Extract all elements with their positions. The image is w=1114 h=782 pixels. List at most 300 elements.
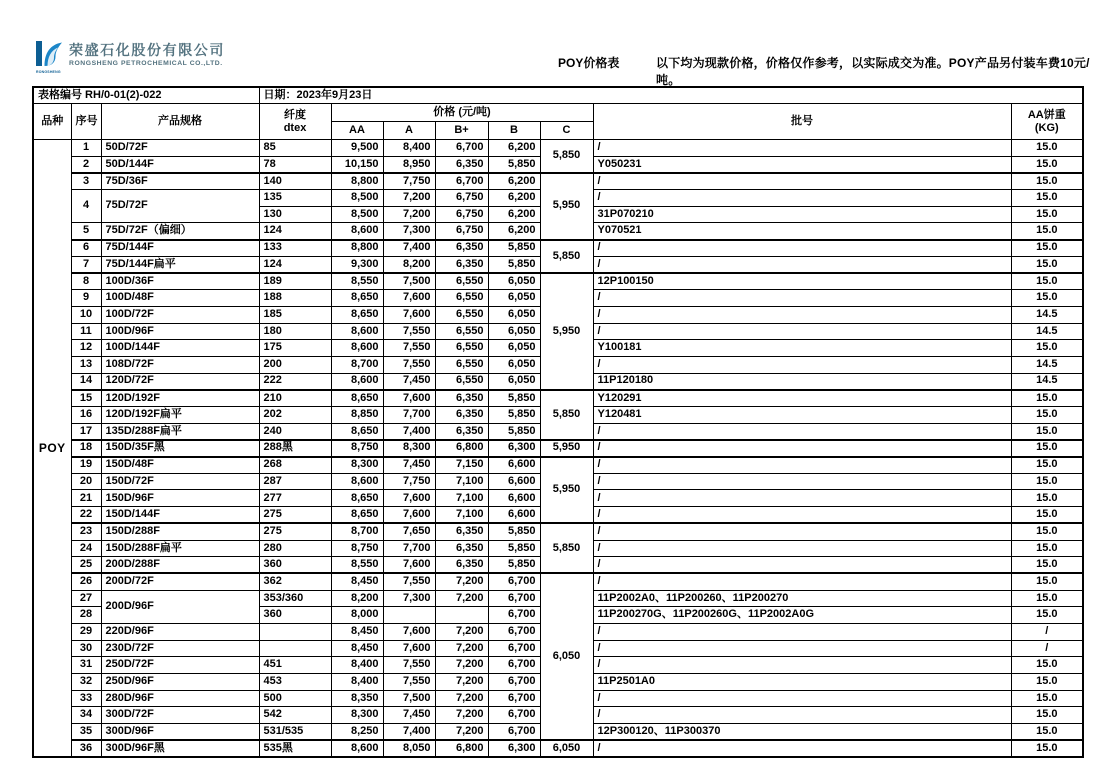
cell-price-bplus: 7,100 <box>435 473 488 490</box>
col-header-serial: 序号 <box>71 104 101 140</box>
cell-price-aa: 10,150 <box>331 156 383 173</box>
cell-weight: 15.0 <box>1011 490 1083 507</box>
cell-dtex: 275 <box>259 523 331 540</box>
cell-spec: 50D/72F <box>101 140 259 157</box>
cell-price-bplus: 7,100 <box>435 507 488 524</box>
cell-price-b: 6,600 <box>488 490 540 507</box>
table-header-row <box>33 104 1083 122</box>
cell-price-aa: 8,650 <box>331 306 383 323</box>
cell-dtex: 202 <box>259 407 331 424</box>
cell-price-bplus: 6,350 <box>435 407 488 424</box>
cell-weight: 15.0 <box>1011 590 1083 607</box>
cell-price-aa: 8,500 <box>331 190 383 207</box>
cell-price-bplus: 6,550 <box>435 306 488 323</box>
cell-spec: 200D/72F <box>101 573 259 590</box>
cell-dtex: 189 <box>259 273 331 290</box>
cell-price-aa: 8,450 <box>331 573 383 590</box>
cell-price-bplus: 6,350 <box>435 390 488 407</box>
col-header-dtex: 纤度 dtex <box>259 104 331 140</box>
cell-dtex: 500 <box>259 690 331 707</box>
col-header-grade-aa: AA <box>331 122 383 140</box>
cell-price-b: 5,850 <box>488 156 540 173</box>
cell-spec: 250D/72F <box>101 657 259 674</box>
cell-price-bplus: 6,550 <box>435 290 488 307</box>
cell-batch: / <box>593 240 1011 257</box>
cell-price-c: 5,850 <box>540 523 593 573</box>
cell-price-aa: 8,700 <box>331 356 383 373</box>
cell-price-bplus: 6,750 <box>435 206 488 223</box>
document-title: POY价格表 <box>558 56 620 70</box>
cell-weight: 14.5 <box>1011 306 1083 323</box>
cell-price-a: 7,750 <box>383 473 435 490</box>
cell-serial: 13 <box>71 356 101 373</box>
cell-price-a: 7,750 <box>383 173 435 190</box>
cell-serial: 35 <box>71 724 101 741</box>
cell-dtex: 542 <box>259 707 331 724</box>
cell-batch: Y120291 <box>593 390 1011 407</box>
cell-price-a: 7,650 <box>383 523 435 540</box>
cell-batch: Y070521 <box>593 223 1011 240</box>
cell-batch: 11P2501A0 <box>593 674 1011 691</box>
cell-price-b: 6,600 <box>488 457 540 474</box>
cell-batch: 11P2002A0、11P200260、11P200270 <box>593 590 1011 607</box>
cell-dtex: 180 <box>259 323 331 340</box>
cell-price-a: 7,300 <box>383 223 435 240</box>
cell-batch: Y120481 <box>593 407 1011 424</box>
cell-weight: 15.0 <box>1011 206 1083 223</box>
cell-price-bplus: 6,350 <box>435 523 488 540</box>
cell-price-bplus: 7,200 <box>435 640 488 657</box>
cell-serial: 8 <box>71 273 101 290</box>
cell-weight: 15.0 <box>1011 724 1083 741</box>
cell-weight: 15.0 <box>1011 707 1083 724</box>
cell-batch: / <box>593 540 1011 557</box>
cell-price-b: 6,700 <box>488 724 540 741</box>
cell-price-b: 6,050 <box>488 290 540 307</box>
cell-dtex: 277 <box>259 490 331 507</box>
cell-weight: / <box>1011 640 1083 657</box>
cell-price-b: 6,700 <box>488 707 540 724</box>
cell-spec: 120D/192F <box>101 390 259 407</box>
cell-dtex: 275 <box>259 507 331 524</box>
cell-spec: 100D/36F <box>101 273 259 290</box>
cell-price-a: 8,400 <box>383 140 435 157</box>
cell-spec: 300D/96F <box>101 724 259 741</box>
cell-spec: 75D/144F扁平 <box>101 256 259 273</box>
cell-serial: 4 <box>71 190 101 223</box>
table-row <box>33 390 1083 407</box>
cell-price-aa: 8,450 <box>331 623 383 640</box>
cell-price-bplus: 7,200 <box>435 590 488 607</box>
cell-price-aa: 8,350 <box>331 690 383 707</box>
cell-price-aa: 8,300 <box>331 457 383 474</box>
cell-batch: / <box>593 523 1011 540</box>
cell-batch: / <box>593 356 1011 373</box>
cell-weight: 15.0 <box>1011 507 1083 524</box>
cell-batch: / <box>593 740 1011 757</box>
cell-price-c: 5,950 <box>540 173 593 240</box>
price-disclaimer: 以下均为现款价格，价格仅作参考，以实际成交为准。POY产品另付装车费10元/吨。 <box>656 56 1090 87</box>
cell-batch: 12P300120、11P300370 <box>593 724 1011 741</box>
cell-batch: 12P100150 <box>593 273 1011 290</box>
cell-price-bplus: 6,550 <box>435 373 488 390</box>
cell-dtex: 531/535 <box>259 724 331 741</box>
table-row <box>33 240 1083 257</box>
cell-weight: 15.0 <box>1011 273 1083 290</box>
cell-batch: / <box>593 140 1011 157</box>
cell-price-bplus: 6,350 <box>435 557 488 574</box>
cell-spec: 75D/36F <box>101 173 259 190</box>
cell-weight: 15.0 <box>1011 440 1083 457</box>
cell-batch: / <box>593 423 1011 440</box>
cell-serial: 15 <box>71 390 101 407</box>
cell-price-bplus: 6,350 <box>435 540 488 557</box>
cell-dtex: 268 <box>259 457 331 474</box>
cell-price-a: 7,600 <box>383 490 435 507</box>
cell-price-a: 7,600 <box>383 507 435 524</box>
cell-price-bplus: 7,200 <box>435 657 488 674</box>
cell-spec: 150D/72F <box>101 473 259 490</box>
cell-batch: / <box>593 707 1011 724</box>
cell-serial: 18 <box>71 440 101 457</box>
cell-price-a: 7,450 <box>383 373 435 390</box>
form-number: 表格编号 RH/0-01(2)-022 <box>33 87 259 104</box>
cell-spec: 75D/144F <box>101 240 259 257</box>
cell-price-bplus: 7,100 <box>435 490 488 507</box>
cell-price-a: 7,200 <box>383 206 435 223</box>
cell-price-a: 7,550 <box>383 340 435 357</box>
cell-price-bplus: 7,200 <box>435 674 488 691</box>
cell-price-bplus: 6,800 <box>435 440 488 457</box>
cell-price-b: 6,700 <box>488 573 540 590</box>
cell-price-aa: 8,650 <box>331 290 383 307</box>
table-row <box>33 523 1083 540</box>
cell-weight: 15.0 <box>1011 240 1083 257</box>
cell-price-b: 6,200 <box>488 206 540 223</box>
cell-serial: 36 <box>71 740 101 757</box>
company-name-en: RONGSHENG PETROCHEMICAL CO.,LTD. <box>69 59 223 67</box>
cell-serial: 31 <box>71 657 101 674</box>
cell-weight: 15.0 <box>1011 523 1083 540</box>
cell-spec: 200D/288F <box>101 557 259 574</box>
cell-price-a: 7,550 <box>383 674 435 691</box>
cell-price-a: 8,050 <box>383 740 435 757</box>
cell-batch: / <box>593 256 1011 273</box>
cell-batch: / <box>593 457 1011 474</box>
cell-weight: 15.0 <box>1011 657 1083 674</box>
cell-price-aa: 8,700 <box>331 523 383 540</box>
cell-price-a: 8,950 <box>383 156 435 173</box>
cell-price-c: 5,950 <box>540 457 593 524</box>
cell-price-a: 7,550 <box>383 323 435 340</box>
cell-price-aa: 8,450 <box>331 640 383 657</box>
cell-spec: 75D/72F（偏细） <box>101 223 259 240</box>
cell-serial: 34 <box>71 707 101 724</box>
table-row <box>33 457 1083 474</box>
cell-price-aa: 9,300 <box>331 256 383 273</box>
cell-weight: 14.5 <box>1011 356 1083 373</box>
cell-price-a: 7,700 <box>383 407 435 424</box>
cell-dtex: 353/360 <box>259 590 331 607</box>
cell-spec: 150D/144F <box>101 507 259 524</box>
cell-dtex: 140 <box>259 173 331 190</box>
price-table-body <box>33 140 1083 757</box>
cell-dtex <box>259 623 331 640</box>
cell-price-a: 7,400 <box>383 240 435 257</box>
cell-price-bplus: 6,350 <box>435 156 488 173</box>
cell-spec: 200D/96F <box>101 590 259 623</box>
cell-dtex: 124 <box>259 223 331 240</box>
company-name-cn: 荣盛石化股份有限公司 <box>69 42 225 58</box>
cell-price-bplus: 7,200 <box>435 707 488 724</box>
cell-price-aa: 8,600 <box>331 373 383 390</box>
cell-price-bplus: 6,350 <box>435 423 488 440</box>
cell-price-a: 7,300 <box>383 590 435 607</box>
cell-weight: 15.0 <box>1011 256 1083 273</box>
company-logo-icon <box>36 40 63 70</box>
table-row <box>33 140 1083 157</box>
cell-dtex: 240 <box>259 423 331 440</box>
date-field: 日期：2023年9月23日 <box>259 87 1083 104</box>
cell-serial: 7 <box>71 256 101 273</box>
cell-spec: 120D/192F扁平 <box>101 407 259 424</box>
cell-price-aa: 8,400 <box>331 657 383 674</box>
col-header-grade-c: C <box>540 122 593 140</box>
cell-weight: 14.5 <box>1011 373 1083 390</box>
cell-spec: 250D/96F <box>101 674 259 691</box>
cell-batch: / <box>593 190 1011 207</box>
cell-price-a: 7,600 <box>383 290 435 307</box>
cell-spec: 100D/72F <box>101 306 259 323</box>
cell-price-aa: 8,650 <box>331 507 383 524</box>
cell-price-bplus <box>435 607 488 624</box>
cell-price-c: 5,950 <box>540 273 593 390</box>
company-logo <box>36 40 225 75</box>
cell-dtex: 130 <box>259 206 331 223</box>
cell-spec: 150D/288F <box>101 523 259 540</box>
cell-serial: 27 <box>71 590 101 607</box>
cell-price-bplus: 7,200 <box>435 690 488 707</box>
cell-serial: 26 <box>71 573 101 590</box>
cell-dtex: 200 <box>259 356 331 373</box>
col-header-variety: 品种 <box>33 104 71 140</box>
cell-spec: 120D/72F <box>101 373 259 390</box>
cell-dtex: 451 <box>259 657 331 674</box>
cell-price-bplus: 6,800 <box>435 740 488 757</box>
cell-serial: 9 <box>71 290 101 307</box>
cell-price-c: 5,850 <box>540 390 593 440</box>
cell-serial: 20 <box>71 473 101 490</box>
cell-serial: 1 <box>71 140 101 157</box>
cell-price-bplus: 6,750 <box>435 190 488 207</box>
cell-dtex: 360 <box>259 607 331 624</box>
cell-price-b: 6,050 <box>488 373 540 390</box>
cell-price-a: 7,600 <box>383 390 435 407</box>
cell-price-aa: 8,750 <box>331 540 383 557</box>
cell-price-b: 5,850 <box>488 407 540 424</box>
cell-price-c: 6,050 <box>540 740 593 757</box>
cell-price-b: 6,200 <box>488 190 540 207</box>
cell-price-a: 7,450 <box>383 457 435 474</box>
company-logo-small-text: RONGSHENG <box>36 70 61 74</box>
cell-price-b: 6,700 <box>488 657 540 674</box>
cell-weight: 15.0 <box>1011 407 1083 424</box>
cell-dtex: 288黑 <box>259 440 331 457</box>
cell-serial: 3 <box>71 173 101 190</box>
cell-price-b: 5,850 <box>488 240 540 257</box>
cell-dtex: 280 <box>259 540 331 557</box>
cell-price-aa: 8,650 <box>331 390 383 407</box>
cell-batch: / <box>593 690 1011 707</box>
col-header-weight: AA饼重 (KG) <box>1011 104 1083 140</box>
cell-spec: 150D/48F <box>101 457 259 474</box>
cell-weight: 15.0 <box>1011 340 1083 357</box>
table-row <box>33 740 1083 757</box>
col-header-batch: 批号 <box>593 104 1011 140</box>
cell-price-bplus: 7,150 <box>435 457 488 474</box>
cell-batch: Y100181 <box>593 340 1011 357</box>
cell-price-b: 6,050 <box>488 356 540 373</box>
cell-serial: 16 <box>71 407 101 424</box>
cell-spec: 230D/72F <box>101 640 259 657</box>
cell-dtex: 85 <box>259 140 331 157</box>
cell-price-a: 7,550 <box>383 573 435 590</box>
cell-batch: / <box>593 657 1011 674</box>
cell-price-b: 6,700 <box>488 674 540 691</box>
cell-price-b: 6,700 <box>488 623 540 640</box>
col-header-grade-b: B <box>488 122 540 140</box>
cell-price-bplus: 7,200 <box>435 623 488 640</box>
cell-serial: 12 <box>71 340 101 357</box>
cell-serial: 6 <box>71 240 101 257</box>
cell-batch: 11P200270G、11P200260G、11P2002A0G <box>593 607 1011 624</box>
cell-price-bplus: 6,550 <box>435 356 488 373</box>
cell-price-aa: 8,550 <box>331 557 383 574</box>
cell-serial: 28 <box>71 607 101 624</box>
cell-serial: 10 <box>71 306 101 323</box>
cell-spec: 300D/72F <box>101 707 259 724</box>
cell-price-a: 7,400 <box>383 724 435 741</box>
cell-price-bplus: 6,550 <box>435 340 488 357</box>
cell-batch: / <box>593 173 1011 190</box>
poy-price-table <box>32 86 1084 758</box>
cell-dtex: 287 <box>259 473 331 490</box>
cell-price-b: 6,600 <box>488 473 540 490</box>
cell-price-aa: 8,650 <box>331 490 383 507</box>
cell-price-aa: 8,250 <box>331 724 383 741</box>
cell-price-b: 6,200 <box>488 223 540 240</box>
cell-batch: 31P070210 <box>593 206 1011 223</box>
cell-dtex <box>259 640 331 657</box>
cell-price-b: 6,300 <box>488 740 540 757</box>
cell-spec: 150D/96F <box>101 490 259 507</box>
cell-price-a: 7,450 <box>383 707 435 724</box>
cell-weight: 15.0 <box>1011 557 1083 574</box>
cell-serial: 32 <box>71 674 101 691</box>
cell-price-c: 5,850 <box>540 140 593 173</box>
cell-price-a: 7,600 <box>383 640 435 657</box>
cell-price-b: 5,850 <box>488 523 540 540</box>
cell-price-b: 6,050 <box>488 340 540 357</box>
cell-batch: / <box>593 323 1011 340</box>
table-row <box>33 440 1083 457</box>
cell-price-aa: 8,550 <box>331 273 383 290</box>
cell-weight: 15.0 <box>1011 140 1083 157</box>
cell-price-a: 7,600 <box>383 306 435 323</box>
cell-price-c: 5,850 <box>540 240 593 273</box>
cell-price-aa: 8,850 <box>331 407 383 424</box>
cell-spec: 100D/48F <box>101 290 259 307</box>
cell-weight: 15.0 <box>1011 740 1083 757</box>
cell-dtex: 362 <box>259 573 331 590</box>
table-meta-row <box>33 87 1083 104</box>
cell-price-c: 6,050 <box>540 573 593 740</box>
col-header-spec: 产品规格 <box>101 104 259 140</box>
cell-price-aa: 8,750 <box>331 440 383 457</box>
cell-price-a: 7,700 <box>383 540 435 557</box>
cell-batch: / <box>593 473 1011 490</box>
cell-price-aa: 8,600 <box>331 340 383 357</box>
cell-batch: / <box>593 440 1011 457</box>
cell-batch: / <box>593 490 1011 507</box>
table-row <box>33 173 1083 190</box>
cell-price-aa: 8,600 <box>331 323 383 340</box>
cell-spec: 75D/72F <box>101 190 259 223</box>
cell-weight: 15.0 <box>1011 190 1083 207</box>
cell-price-a: 7,500 <box>383 690 435 707</box>
cell-weight: 15.0 <box>1011 173 1083 190</box>
cell-price-bplus: 6,350 <box>435 256 488 273</box>
col-header-grade-bplus: B+ <box>435 122 488 140</box>
cell-price-c: 5,950 <box>540 440 593 457</box>
cell-price-b: 6,050 <box>488 323 540 340</box>
cell-price-a: 7,400 <box>383 423 435 440</box>
cell-price-aa: 8,500 <box>331 206 383 223</box>
cell-weight: 15.0 <box>1011 473 1083 490</box>
cell-batch: / <box>593 573 1011 590</box>
cell-weight: 15.0 <box>1011 674 1083 691</box>
cell-price-b: 6,200 <box>488 173 540 190</box>
cell-weight: / <box>1011 623 1083 640</box>
cell-weight: 15.0 <box>1011 390 1083 407</box>
cell-weight: 15.0 <box>1011 607 1083 624</box>
cell-price-b: 6,600 <box>488 507 540 524</box>
cell-spec: 220D/96F <box>101 623 259 640</box>
cell-weight: 15.0 <box>1011 540 1083 557</box>
cell-batch: Y050231 <box>593 156 1011 173</box>
cell-spec: 150D/288F扁平 <box>101 540 259 557</box>
cell-dtex: 188 <box>259 290 331 307</box>
cell-price-a <box>383 607 435 624</box>
cell-weight: 15.0 <box>1011 223 1083 240</box>
cell-serial: 33 <box>71 690 101 707</box>
cell-price-bplus: 6,550 <box>435 323 488 340</box>
cell-price-a: 7,200 <box>383 190 435 207</box>
cell-serial: 11 <box>71 323 101 340</box>
cell-price-aa: 9,500 <box>331 140 383 157</box>
cell-price-bplus: 6,700 <box>435 140 488 157</box>
cell-batch: / <box>593 306 1011 323</box>
cell-serial: 22 <box>71 507 101 524</box>
variety-cell: POY <box>33 140 71 757</box>
cell-price-b: 5,850 <box>488 390 540 407</box>
cell-price-bplus: 6,350 <box>435 240 488 257</box>
cell-spec: 135D/288F扁平 <box>101 423 259 440</box>
cell-price-aa: 8,800 <box>331 240 383 257</box>
cell-price-aa: 8,600 <box>331 740 383 757</box>
cell-price-b: 5,850 <box>488 540 540 557</box>
cell-dtex: 133 <box>259 240 331 257</box>
